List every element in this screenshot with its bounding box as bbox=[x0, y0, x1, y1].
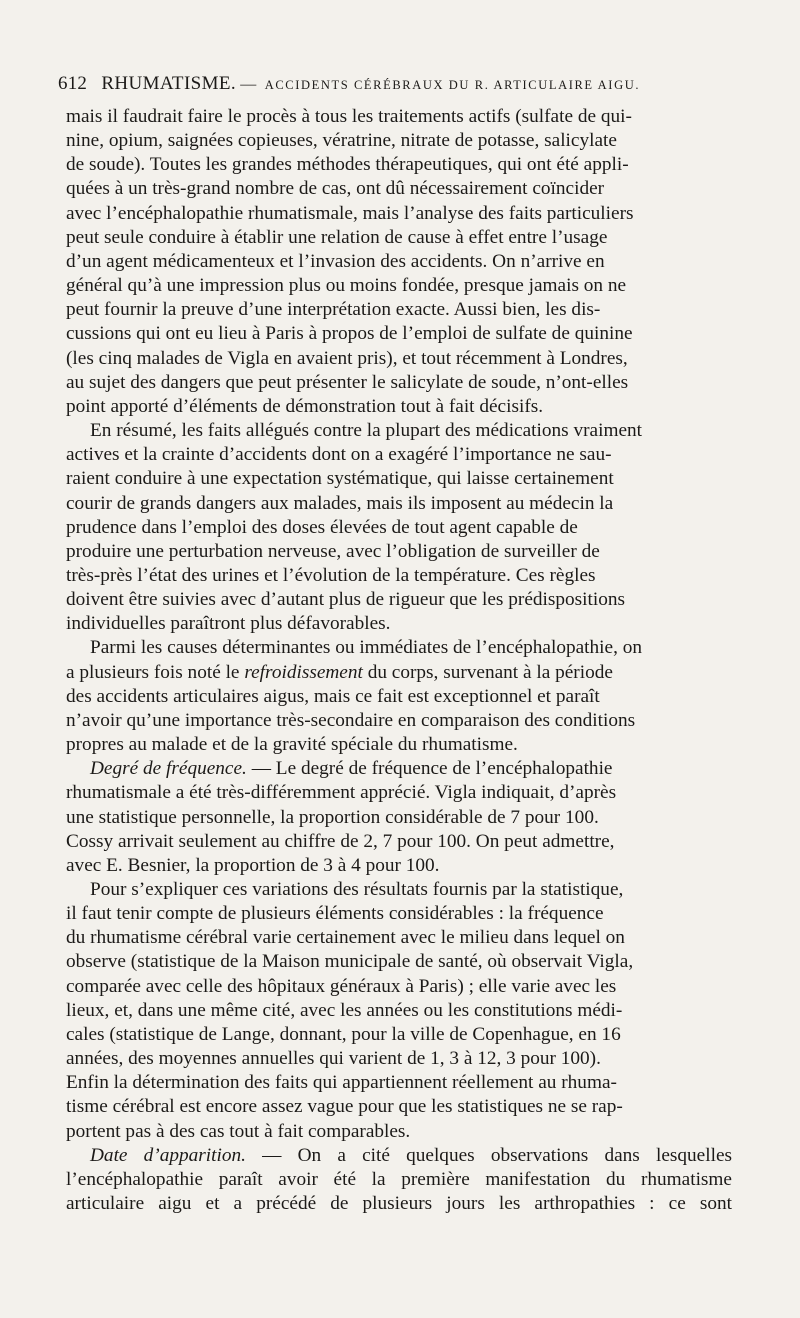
text-line: (les cinq malades de Vigla en avaient pris), et tout récemment à Londres, bbox=[66, 347, 628, 369]
section-heading: Date d’apparition. bbox=[90, 1144, 246, 1166]
text-line: avec l’encéphalopathie rhumatismale, mais l’analyse des faits particuliers bbox=[66, 202, 634, 224]
text-line: portent pas à des cas tout à fait comparables. bbox=[66, 1120, 411, 1142]
heading-dash: — bbox=[262, 1144, 282, 1166]
text-line: produire une perturbation nerveuse, avec l’obligation de surveiller de bbox=[66, 540, 600, 562]
text-line: tisme cérébral est encore assez vague pour que les statistiques ne se rap- bbox=[66, 1096, 623, 1118]
text-line: cussions qui ont eu lieu à Paris à propos de l’emploi de sulfate de quinine bbox=[66, 323, 633, 345]
text-line: point apporté d’éléments de démonstration tout à fait décisifs. bbox=[66, 395, 544, 417]
paragraph-onset bbox=[66, 1144, 732, 1216]
italic-term: refroidissement bbox=[244, 661, 363, 683]
text-fragment: du corps, survenant à la période bbox=[367, 661, 613, 683]
text-line: Enfin la détermination des faits qui appartiennent réellement au rhuma- bbox=[66, 1072, 617, 1094]
text-line: articulaire aigu et a précédé de plusieurs jours les arthropathies : ce sont bbox=[66, 1193, 732, 1215]
text-line: très-près l’état des urines et l’évolution de la température. Ces règles bbox=[66, 564, 596, 586]
paragraph-causes bbox=[66, 636, 732, 757]
section-heading: Degré de fréquence. bbox=[90, 758, 247, 780]
text-line: années, des moyennes annuelles qui varient de 1, 3 à 12, 3 pour 100). bbox=[66, 1048, 601, 1070]
text-line-with-heading bbox=[66, 757, 732, 781]
text-line: d’un agent médicamenteux et l’invasion des accidents. On n’arrive en bbox=[66, 250, 605, 272]
text-line: prudence dans l’emploi des doses élevées de tout agent capable de bbox=[66, 516, 578, 538]
running-title: RHUMATISME. bbox=[101, 73, 237, 94]
text-line: peut fournir la preuve d’une interprétation exacte. Aussi bien, les dis- bbox=[66, 299, 601, 321]
text-line: comparée avec celle des hôpitaux généraux à Paris) ; elle varie avec les bbox=[66, 975, 617, 997]
text-line: Cossy arrivait seulement au chiffre de 2, 7 pour 100. On peut admettre, bbox=[66, 830, 615, 852]
text-line: des accidents articulaires aigus, mais ce fait est exceptionnel et paraît bbox=[66, 685, 600, 707]
text-line: il faut tenir compte de plusieurs éléments considérables : la fréquence bbox=[66, 903, 604, 925]
header-separator: — bbox=[240, 76, 257, 93]
text-line: actives et la crainte d’accidents dont on a exagéré l’importance ne sau- bbox=[66, 444, 612, 466]
heading-dash: — bbox=[251, 758, 271, 780]
page-number: 612 bbox=[58, 73, 88, 94]
text-line: observe (statistique de la Maison municipale de santé, où observait Vigla, bbox=[66, 951, 634, 973]
text-line-with-heading bbox=[66, 1144, 732, 1168]
text-fragment: On a cité quelques observations dans lesquelles bbox=[297, 1144, 733, 1166]
paragraph-frequency bbox=[66, 757, 732, 878]
paragraph-summary bbox=[66, 419, 732, 636]
page-body bbox=[66, 105, 732, 1216]
text-line: cales (statistique de Lange, donnant, pour la ville de Copenhague, en 16 bbox=[66, 1023, 621, 1045]
text-line: En résumé, les faits allégués contre la plupart des médications vraiment bbox=[90, 420, 643, 442]
text-line-with-italic bbox=[66, 661, 732, 685]
text-line: individuelles paraîtront plus défavorables. bbox=[66, 613, 391, 635]
text-line: avec E. Besnier, la proportion de 3 à 4 pour 100. bbox=[66, 854, 440, 876]
text-fragment: a plusieurs fois noté le bbox=[66, 661, 240, 683]
text-line: courir de grands dangers aux malades, mais ils imposent au médecin la bbox=[66, 492, 614, 514]
text-line: raient conduire à une expectation systématique, qui laisse certainement bbox=[66, 468, 614, 490]
text-line: l’encéphalopathie paraît avoir été la première manifestation du rhumatisme bbox=[66, 1168, 732, 1190]
text-line: n’avoir qu’une importance très-secondaire en comparaison des conditions bbox=[66, 709, 636, 731]
text-line: peut seule conduire à établir une relation de cause à effet entre l’usage bbox=[66, 226, 608, 248]
text-line: général qu’à une impression plus ou moins fondée, presque jamais on ne bbox=[66, 275, 627, 297]
text-line: de soude). Toutes les grandes méthodes thérapeutiques, qui ont été appli- bbox=[66, 154, 629, 176]
text-line: propres au malade et de la gravité spéciale du rhumatisme. bbox=[66, 734, 518, 756]
text-line: quées à un très-grand nombre de cas, ont dû nécessairement coïncider bbox=[66, 178, 605, 200]
paragraph-statistics bbox=[66, 878, 732, 1144]
text-line: nine, opium, saignées copieuses, vératrine, nitrate de potasse, salicylate bbox=[66, 130, 617, 152]
text-line: Pour s’expliquer ces variations des résultats fournis par la statistique, bbox=[90, 879, 624, 900]
running-header bbox=[58, 74, 748, 95]
text-line: doivent être suivies avec d’autant plus de rigueur que les prédispositions bbox=[66, 589, 626, 611]
text-line: rhumatismale a été très-différemment apprécié. Vigla indiquait, d’après bbox=[66, 782, 617, 804]
text-fragment: Le degré de fréquence de l’encéphalopathie bbox=[275, 758, 613, 780]
text-line: lieux, et, dans une même cité, avec les années ou les constitutions médi- bbox=[66, 999, 623, 1021]
text-line: une statistique personnelle, la proportion considérable de 7 pour 100. bbox=[66, 806, 599, 828]
text-line: mais il faudrait faire le procès à tous les traitements actifs (sulfate de qui- bbox=[66, 106, 632, 127]
paragraph-treatments bbox=[66, 105, 732, 419]
text-line: Parmi les causes déterminantes ou immédiates de l’encéphalopathie, on bbox=[90, 637, 643, 659]
text-line: au sujet des dangers que peut présenter le salicylate de soude, n’ont-elles bbox=[66, 371, 629, 393]
text-line: du rhumatisme cérébral varie certainement avec le milieu dans lequel on bbox=[66, 927, 625, 949]
running-subtitle: ACCIDENTS CÉRÉBRAUX DU R. ARTICULAIRE AIGU. bbox=[264, 78, 641, 92]
